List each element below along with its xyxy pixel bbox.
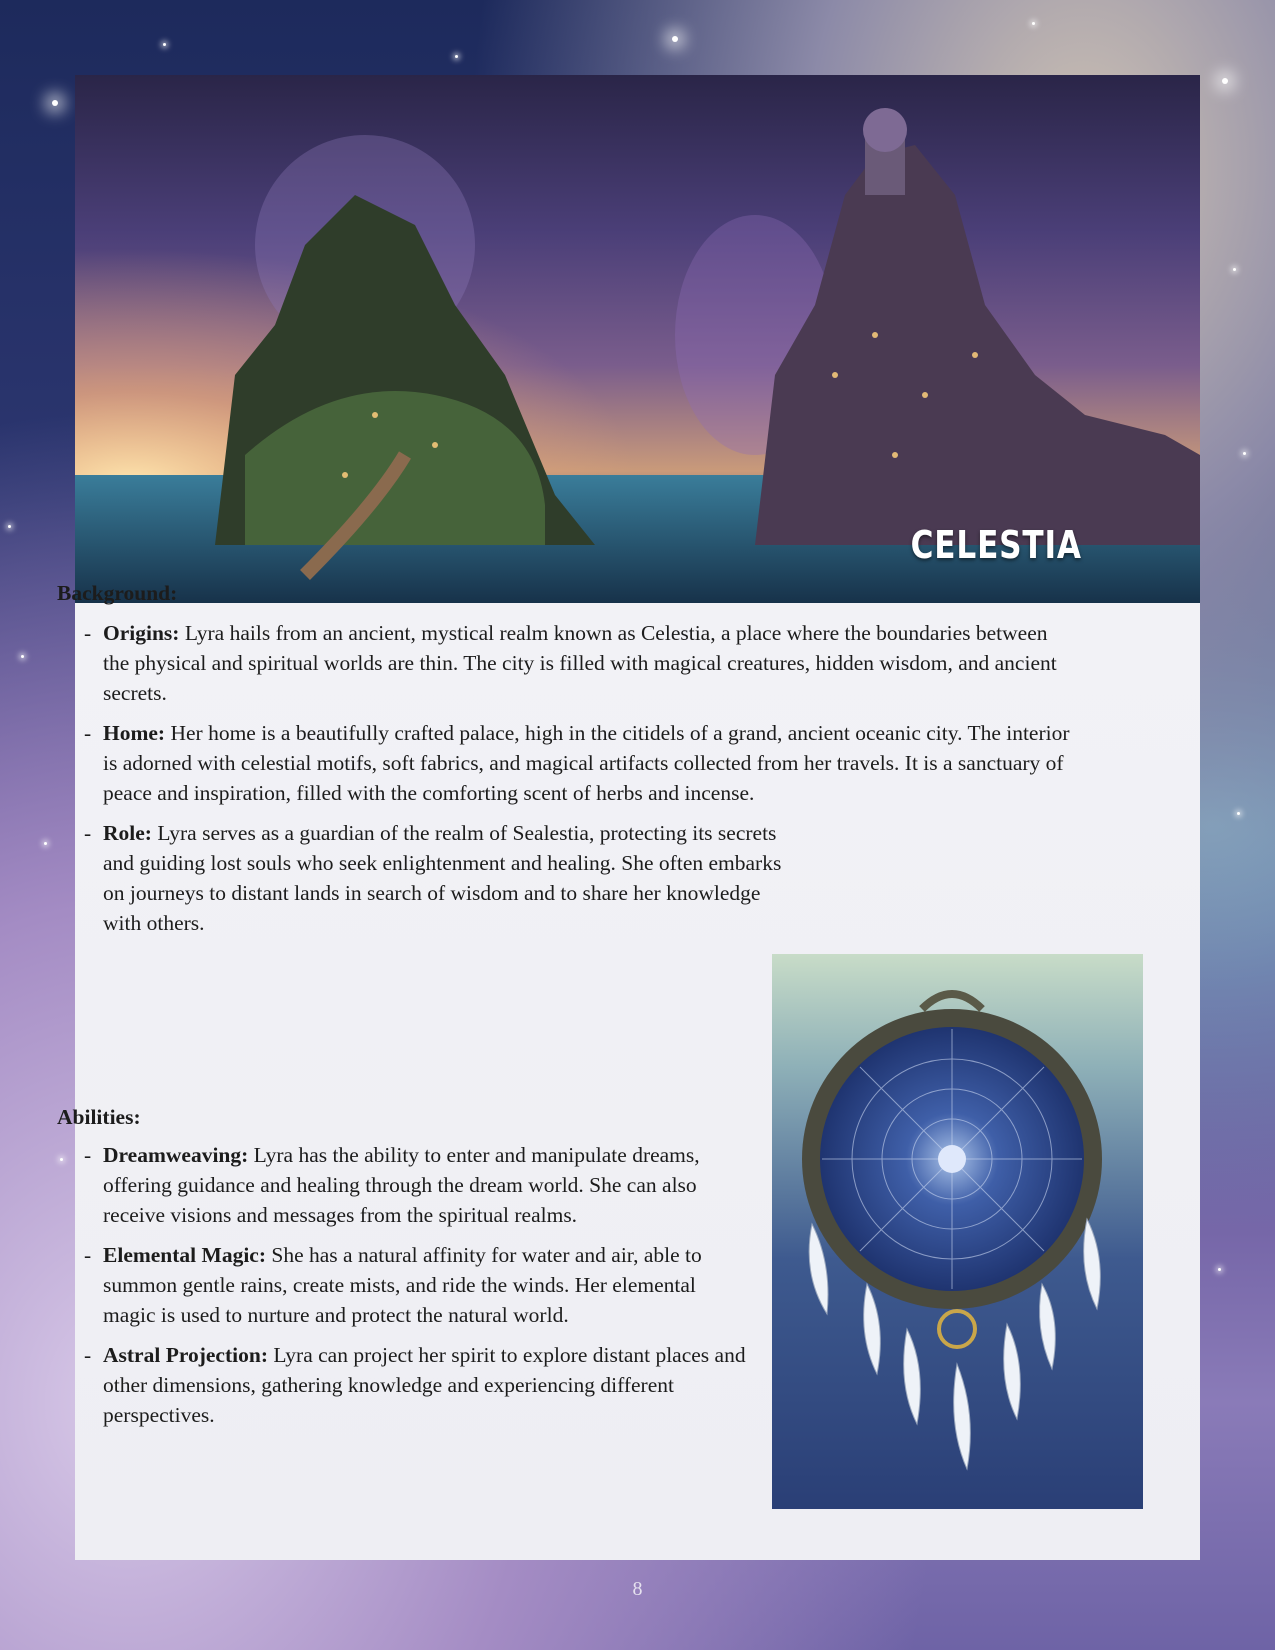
list-item	[57, 618, 1077, 708]
bullet-dash: -	[84, 721, 92, 745]
item-term: Origins:	[103, 621, 180, 645]
abilities-heading-wrap	[57, 1102, 141, 1132]
section-heading: Abilities:	[57, 1105, 141, 1129]
bullet-dash: -	[84, 1143, 92, 1167]
list-item	[57, 818, 793, 938]
dreamcatcher-icon	[772, 954, 1143, 1509]
item-term: Home:	[103, 721, 166, 745]
list-item	[57, 1340, 747, 1430]
item-text: She has a natural affinity for water and air, able to summon gentle rains, create mists, and ride the winds. Her elemental magic is used to nurture and protect the natural world.	[103, 1243, 702, 1327]
dreamcatcher-illustration	[772, 954, 1143, 1509]
background-section	[57, 578, 1077, 938]
list-item	[57, 1140, 747, 1230]
item-term: Elemental Magic:	[103, 1243, 266, 1267]
item-text: Lyra hails from an ancient, mystical realm known as Celestia, a place where the boundaries between the physical and spiritual worlds are thin. The city is filled with magical creatures, hidden wisdom, and ancient secrets.	[103, 621, 1057, 705]
item-term: Astral Projection:	[103, 1343, 268, 1367]
item-text: Lyra can project her spirit to explore distant places and other dimensions, gathering knowledge and experiencing different perspectives.	[103, 1343, 746, 1427]
page-number: 8	[632, 1578, 643, 1600]
bullet-dash: -	[84, 1343, 92, 1367]
list-item	[57, 718, 1077, 808]
list-item	[57, 1240, 747, 1330]
bullet-dash: -	[84, 621, 92, 645]
hero-title: CELESTIA	[910, 523, 1082, 567]
bullet-dash: -	[84, 1243, 92, 1267]
item-term: Dreamweaving:	[103, 1143, 249, 1167]
item-text: Lyra has the ability to enter and manipulate dreams, offering guidance and healing through the dream world. She can also receive visions and messages from the spiritual realms.	[103, 1143, 700, 1227]
bullet-dash: -	[84, 821, 92, 845]
item-text: Lyra serves as a guardian of the realm of Sealestia, protecting its secrets and guiding lost souls who seek enlightenment and healing. She often embarks on journeys to distant lands in search of wisdom and to share her knowledge with others.	[103, 821, 782, 935]
item-term: Role:	[103, 821, 152, 845]
item-text: Her home is a beautifully crafted palace, high in the citidels of a grand, ancient oceanic city. The interior is adorned with celestial motifs, soft fabrics, and magical artifacts collected from her travels. It is a sanctuary of peace and inspiration, filled with the comforting scent of herbs and incense.	[103, 721, 1070, 805]
hero-banner	[75, 75, 1200, 603]
abilities-section	[57, 1140, 747, 1430]
section-heading: Background:	[57, 581, 178, 605]
